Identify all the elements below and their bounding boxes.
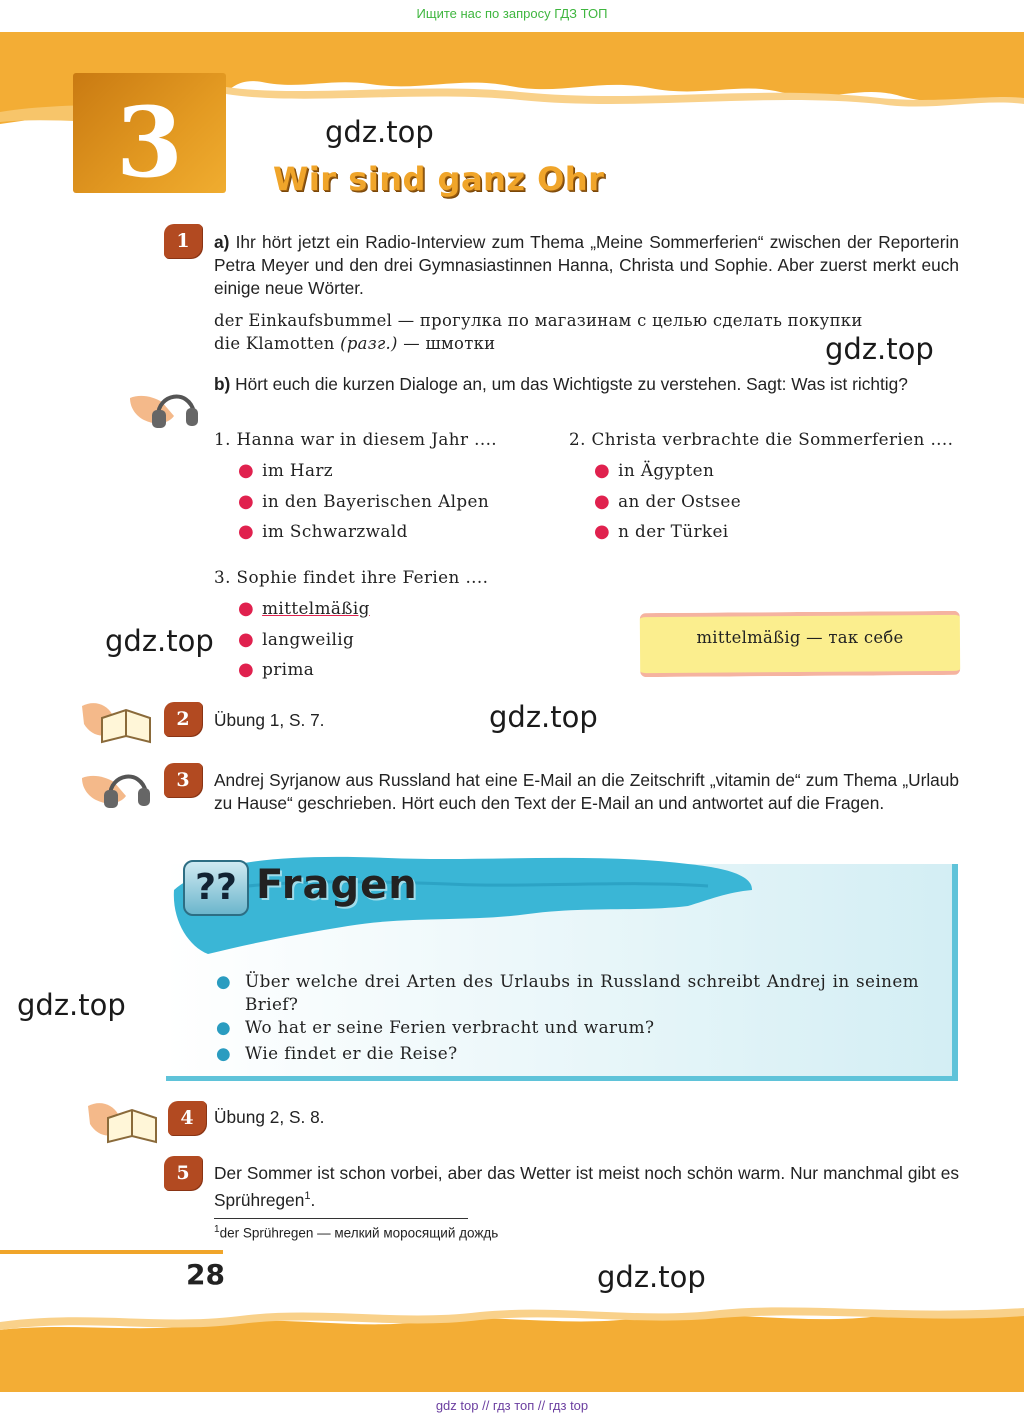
exercise-1a-body: Ihr hört jetzt ein Radio-Interview zum Thema „Meine Sommerferien“ zwischen der Reporterin Petra Meyer und den drei Gymnasiastinnen Hanna, Christa und Sophie. Aber zuerst merkt euch einige neue Wörter. [214,232,959,298]
exercise-1a-text [214,231,959,300]
headphones-icon [128,376,200,432]
option [238,598,370,619]
option-text: im Harz [262,460,334,480]
option [238,659,314,680]
option-text: im Schwarzwald [262,521,408,541]
option-text: mittelmäßig [262,598,370,618]
option [238,460,333,481]
chapter-title: Wir sind ganz Ohr [273,160,605,198]
top-note: Ищите нас по запросу ГДЗ ТОП [416,6,608,21]
option-text: an der Ostsee [618,491,742,511]
exercise-badge-5: 5 [164,1156,202,1190]
book-icon [86,1096,160,1148]
option [594,460,714,481]
watermark: gdz.top [597,1260,706,1294]
label-a: a) [214,232,230,252]
chapter-number: 3 [116,86,183,199]
bottom-note: gdz top // гдз топ // гдз top [435,1398,589,1413]
option-text: in den Bayerischen Alpen [262,491,490,511]
bullet: ● [238,521,255,542]
option-text: n der Türkei [618,521,729,541]
option [594,521,729,542]
bullet: ● [238,460,255,481]
option [594,491,741,512]
bullet: ● [594,491,611,512]
exercise-badge-1: 1 [164,224,202,258]
exercise-1b-text [214,373,959,396]
watermark: gdz.top [17,988,126,1022]
vocab-2-register: (разг.) [340,334,398,353]
bullet: ● [216,1043,232,1063]
exercise-badge-2: 2 [164,702,202,736]
page-number: 28 [186,1258,225,1291]
question-3: 3. Sophie findet ihre Ferien .... [214,567,489,587]
fragen-item [216,1042,919,1065]
footnote-rule [214,1218,468,1219]
question-1: 1. Hanna war in diesem Jahr .... [214,429,498,449]
option [238,629,354,650]
option [238,521,408,542]
option-text: prima [262,659,315,679]
fragen-item-text: Wo hat er seine Ferien verbracht und warum? [245,1017,655,1037]
bullet: ● [216,1017,232,1037]
fragen-item-text: Über welche drei Arten des Urlaubs in Russland schreibt Andrej in seinem Brief? [245,971,919,1014]
exercise-badge-3: 3 [164,763,202,797]
headphones-icon [80,756,152,812]
question-marks-icon: ?? [183,860,249,916]
footer-band [0,1300,1024,1392]
exercise-3-text: Andrej Syrjanow aus Russland hat eine E-Mail an die Zeitschrift „vitamin de“ zum Thema „Urlaub zu Hause“ geschrieben. Hört euch den Text der E-Mail an und antwortet auf die Fragen. [214,770,959,813]
bullet: ● [238,659,255,680]
exercise-badge-4: 4 [168,1101,206,1135]
bullet: ● [594,521,611,542]
fragen-item [216,970,919,1016]
bullet: ● [216,971,232,991]
fragen-title: Fragen [256,862,418,908]
bullet: ● [238,629,255,650]
book-icon [80,696,154,748]
watermark: gdz.top [325,115,434,149]
bullet: ● [238,491,255,512]
watermark: gdz.top [489,700,598,734]
fragen-item-text: Wie findet er die Reise? [245,1043,458,1063]
footnote-text: der Sprühregen — мелкий моросящий дождь [219,1225,499,1241]
watermark: gdz.top [105,624,214,658]
footer-rule [0,1250,223,1254]
vocab-2-word: die Klamotten [214,334,341,353]
exercise-5-body: Der Sommer ist schon vorbei, aber das Wetter ist meist noch schön warm. Nur manchmal gibt es Sprühregen [214,1163,959,1210]
exercise-2-text: Übung 1, S. 7. [214,710,325,730]
exercise-1b-body: Hört euch die kurzen Dialoge an, um das Wichtigste zu verstehen. Sagt: Was ist richtig? [235,374,908,394]
exercise-5-end: . [310,1189,316,1210]
watermark: gdz.top [825,332,934,366]
bullet: ● [594,460,611,481]
vocab-line-1: der Einkaufsbummel — прогулка по магазинам с целью сделать покупки [214,311,863,330]
option-text: in Ägypten [618,460,715,480]
exercise-4-text: Übung 2, S. 8. [214,1107,325,1127]
question-2: 2. Christa verbrachte die Sommerferien .... [569,429,954,449]
option-text: langweilig [262,629,355,649]
footnote [214,1224,498,1241]
exercise-5-text [214,1162,959,1212]
vocab-2-translation: — шмотки [397,334,496,353]
footnote-marker: 1 [214,1224,220,1235]
label-b: b) [214,374,231,394]
fragen-item [216,1016,919,1039]
footnote-ref: 1 [304,1190,311,1202]
bullet: ● [238,598,255,619]
vocab-note-text: mittelmäßig — так себе [696,628,904,647]
option [238,491,489,512]
